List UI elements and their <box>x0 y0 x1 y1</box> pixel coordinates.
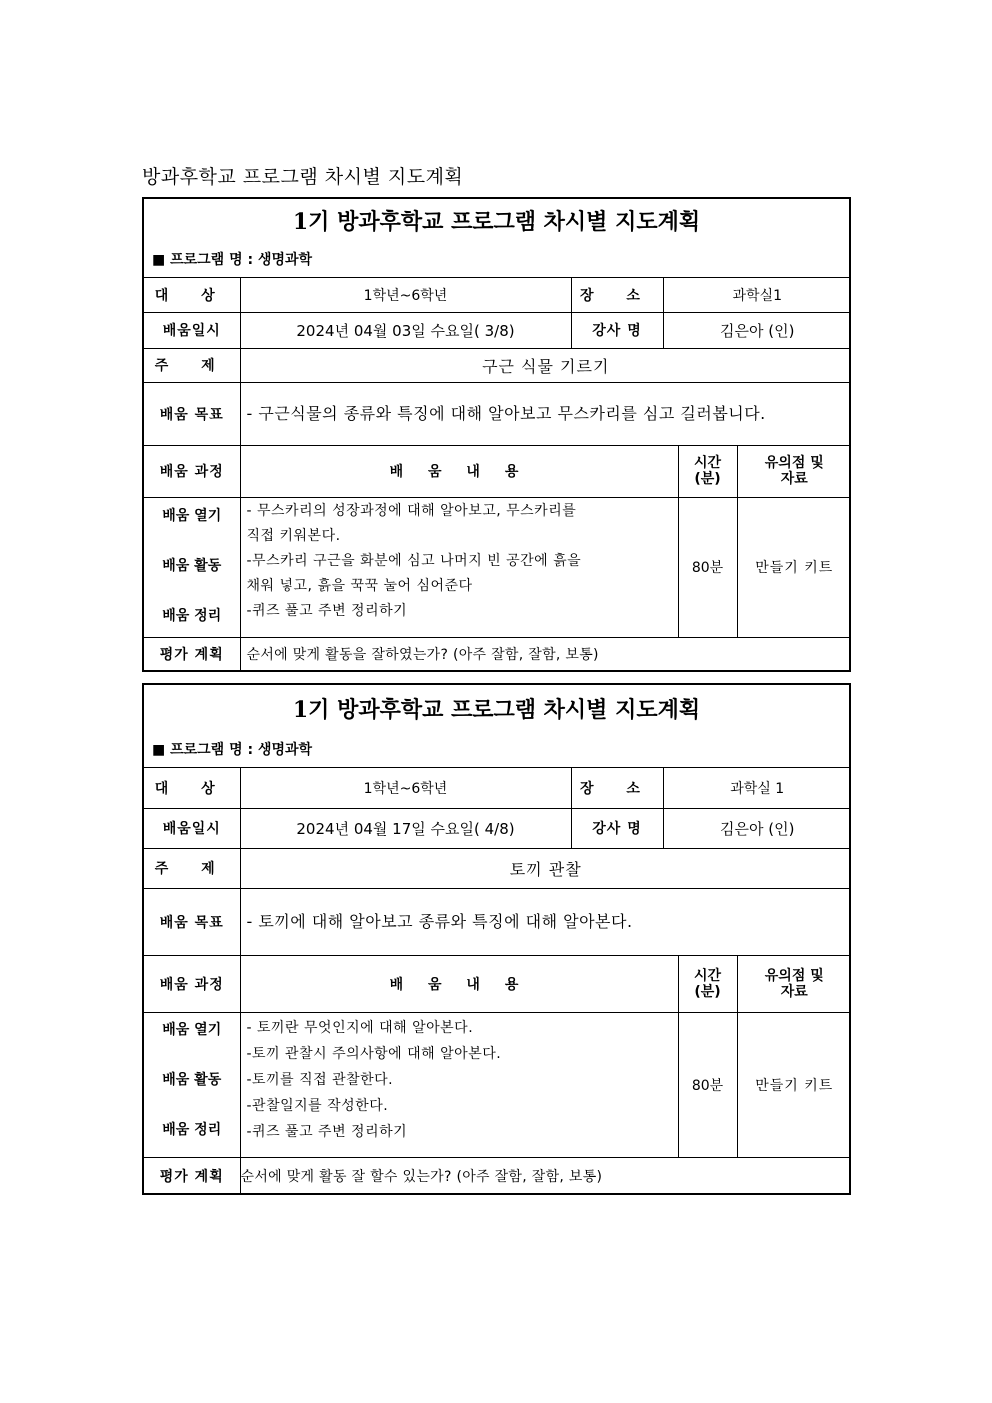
step-activity: 배움 활동 <box>162 1071 222 1088</box>
content-line: -퀴즈 풀고 주변 정리하기 <box>246 1123 408 1140</box>
content-label: 배 움 내 용 <box>240 955 678 1012</box>
note-label: 유의점 및 자료 <box>737 445 851 497</box>
plan-title: 1기 방과후학교 프로그램 차시별 지도계획 <box>292 209 701 235</box>
content-line: -퀴즈 풀고 주변 정리하기 <box>246 602 408 619</box>
content-line: - 토끼란 무엇인지에 대해 알아본다. <box>246 1019 474 1036</box>
lesson-plan-1 <box>142 197 851 672</box>
plan-title: 1기 방과후학교 프로그램 차시별 지도계획 <box>292 697 701 723</box>
content-line: - 무스카리의 성장과정에 대해 알아보고, 무스카리를 <box>246 502 577 519</box>
plan-title-row <box>144 199 849 278</box>
eval-label: 평가 계획 <box>144 637 240 670</box>
place-label: 장 소 <box>571 768 663 808</box>
goal-label: 배움 목표 <box>144 888 240 955</box>
material-value: 만들기 키트 <box>737 1012 851 1157</box>
content-line: -무스카리 구근을 화분에 심고 나머지 빈 공간에 흙을 <box>246 552 582 569</box>
program-name: ■ 프로그램 명 : 생명과학 <box>152 742 313 758</box>
eval-value: 순서에 맞게 활동 잘 할수 있는가? (아주 잘함, 잘함, 보통) <box>240 1157 851 1194</box>
program-name: ■ 프로그램 명 : 생명과학 <box>152 252 313 268</box>
place-value: 과학실 1 <box>663 768 851 808</box>
time-value: 80분 <box>678 1012 737 1157</box>
teacher-label: 강사 명 <box>571 808 663 848</box>
subject-label: 주 제 <box>144 848 240 888</box>
content-lines <box>240 497 678 637</box>
plan-title-row <box>144 685 849 768</box>
time-value: 80분 <box>678 497 737 637</box>
process-label: 배움 과정 <box>144 955 240 1012</box>
step-open: 배움 열기 <box>162 507 222 524</box>
subject-value: 토끼 관찰 <box>240 848 851 888</box>
date-value: 2024년 04월 17일 수요일( 4/8) <box>240 808 571 848</box>
document-heading: 방과후학교 프로그램 차시별 지도계획 <box>142 166 464 188</box>
teacher-label: 강사 명 <box>571 312 663 348</box>
step-wrapup: 배움 정리 <box>162 1121 222 1138</box>
place-value: 과학실1 <box>663 278 851 312</box>
process-label: 배움 과정 <box>144 445 240 497</box>
step-activity: 배움 활동 <box>162 557 222 574</box>
eval-value: 순서에 맞게 활동을 잘하였는가? (아주 잘함, 잘함, 보통) <box>240 637 851 670</box>
target-value: 1학년~6학년 <box>240 278 571 312</box>
content-line: -토끼 관찰시 주의사항에 대해 알아본다. <box>246 1045 502 1062</box>
content-label: 배 움 내 용 <box>240 445 678 497</box>
target-label: 대 상 <box>144 768 240 808</box>
date-label: 배움일시 <box>144 312 240 348</box>
place-label: 장 소 <box>571 278 663 312</box>
time-label: 시간 (분) <box>678 445 737 497</box>
content-lines <box>240 1012 678 1157</box>
goal-value: - 구근식물의 종류와 특징에 대해 알아보고 무스카리를 심고 길러봅니다. <box>240 382 851 445</box>
plan-table <box>144 278 851 670</box>
teacher-value: 김은아 (인) <box>663 312 851 348</box>
date-value: 2024년 04월 03일 수요일( 3/8) <box>240 312 571 348</box>
lesson-plan-2 <box>142 683 851 1195</box>
time-label: 시간 (분) <box>678 955 737 1012</box>
material-value: 만들기 키트 <box>737 497 851 637</box>
eval-label: 평가 계획 <box>144 1157 240 1194</box>
note-label: 유의점 및 자료 <box>737 955 851 1012</box>
steps-column <box>144 1012 240 1157</box>
plan-table <box>144 768 851 1194</box>
teacher-value: 김은아 (인) <box>663 808 851 848</box>
goal-label: 배움 목표 <box>144 382 240 445</box>
content-line: -토끼를 직접 관찰한다. <box>246 1071 394 1088</box>
steps-column <box>144 497 240 637</box>
subject-label: 주 제 <box>144 348 240 382</box>
goal-value: - 토끼에 대해 알아보고 종류와 특징에 대해 알아본다. <box>240 888 851 955</box>
content-line: -관찰일지를 작성한다. <box>246 1097 389 1114</box>
date-label: 배움일시 <box>144 808 240 848</box>
target-label: 대 상 <box>144 278 240 312</box>
content-line: 직접 키워본다. <box>246 527 341 544</box>
content-line: 채워 넣고, 흙을 꾹꾹 눌어 심어준다 <box>246 577 473 594</box>
target-value: 1학년~6학년 <box>240 768 571 808</box>
step-wrapup: 배움 정리 <box>162 607 222 624</box>
step-open: 배움 열기 <box>162 1021 222 1038</box>
subject-value: 구근 식물 기르기 <box>240 348 851 382</box>
